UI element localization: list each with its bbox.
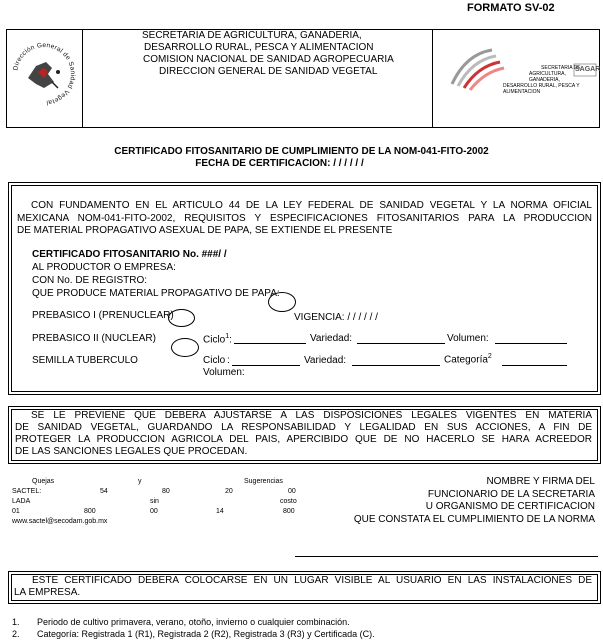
categoria-field[interactable] xyxy=(502,365,567,366)
signature-caption: NOMBRE Y FIRMA DEL FUNCIONARIO DE LA SECRETARIA U ORGANISMO DE CERTIFICACION QUE CONSTATA EL CUMPLIMIENTO DE LA NORMA xyxy=(353,476,595,525)
papa-checkbox[interactable] xyxy=(268,292,296,312)
warning-text: SE LE PREVIENE QUE DEBERA AJUSTARSE A LAS DISPOSICIONES LEGALES VIGENTES EN MATERIA DE SANIDAD VEGETAL, GUARDANDO LA RESPONSABILIDAD Y LEGALIDAD EN SUS ACCIONES, A FIN DE PROTEGER LA PRODUCCION AGRICOLA DEL PAIS, APERCIBIDO QUE DE NO HACERLO SE HARA ACREEDOR DE LAS SANCIONES LEGALES QUE PROCEDAN. xyxy=(15,410,592,457)
dgsv-logo xyxy=(8,38,80,110)
vigencia-label: VIGENCIA: / / / / / / xyxy=(294,312,378,323)
agency-line: DESARROLLO RURAL, PESCA Y ALIMENTACION xyxy=(144,42,374,53)
certificate-title: CERTIFICADO FITOSANITARIO DE CUMPLIMIENTO DE LA NOM-041-FITO-2002 FECHA DE CERTIFICACION: / / / / / / xyxy=(114,146,489,169)
ciclo-label: Ciclo xyxy=(203,334,226,346)
agency-line: DIRECCION GENERAL DE SANIDAD VEGETAL xyxy=(159,66,378,77)
volumen-label: Volumen: xyxy=(447,333,489,344)
footnote-1: 1. Periodo de cultivo primavera, verano, otoño, invierno o cualquier combinación. xyxy=(12,617,350,627)
variedad-field[interactable] xyxy=(357,343,445,344)
prebasico1-checkbox[interactable] xyxy=(168,309,195,327)
produce-label: QUE PRODUCE MATERIAL PROPAGATIVO DE PAPA: xyxy=(32,288,280,299)
ciclo-field[interactable] xyxy=(234,343,306,344)
intro-text: CON FUNDAMENTO EN EL ARTICULO 44 DE LA LEY FEDERAL DE SANIDAD VEGETAL Y LA NORMA OFICIAL MEXICANA NOM-041-FITO-2002, REQUISITOS Y ESPECIFICACIONES FITOSANITARIOS PARA LA PRODUCCION DE MATERIAL PROPAGATIVO ASEXUAL DE PAPA, SE EXTIENDE EL PRESENTE xyxy=(17,200,592,236)
ciclo-label-2: Ciclo xyxy=(203,355,226,366)
contact-info: Quejas y Sugerencias SACTEL: 54 80 20 00 LADA sin costo 01 800 00 14 800 www.sactel@secodam.gob.mx xyxy=(12,478,297,525)
cert-number: CERTIFICADO FITOSANITARIO No. ###/ / xyxy=(32,249,227,260)
semilla-label: SEMILLA TUBERCULO xyxy=(32,355,138,366)
footnotes xyxy=(12,616,375,640)
categoria-label: Categoría xyxy=(444,354,488,366)
prebasico2-label: PREBASICO II (NUCLEAR) xyxy=(32,333,156,344)
svg-text:Dirección General de Sanidad V: Dirección General de Sanidad Vegetal xyxy=(12,41,77,106)
sactel-email[interactable]: www.sactel@secodam.gob.mx xyxy=(12,518,108,525)
prebasico1-label: PREBASICO I (PRENUCLEAR) xyxy=(32,310,174,321)
sagar-logo: SECRETARIA DE AGRICULTURA, GANADERIA, DESARROLLO RURAL, PESCA Y ALIMENTACION SAGAR xyxy=(448,44,598,94)
volumen-field[interactable] xyxy=(495,343,567,344)
variedad-label-2: Variedad: xyxy=(304,355,347,366)
variedad-label: Variedad: xyxy=(310,333,353,344)
variedad-field-2[interactable] xyxy=(352,365,440,366)
registro-label: CON No. DE REGISTRO: xyxy=(32,275,148,286)
volumen-label-2: Volumen: xyxy=(203,367,245,378)
ciclo-field-2[interactable] xyxy=(232,365,300,366)
footnote-2: 2. Categoría: Registrada 1 (R1), Registrada 2 (R2), Registrada 3 (R3) y Certificada (C). xyxy=(12,629,375,639)
prebasico2-checkbox[interactable] xyxy=(171,338,199,357)
form-code: FORMATO SV-02 xyxy=(467,2,555,14)
notice-text: ESTE CERTIFICADO DEBERA COLOCARSE EN UN LUGAR VISIBLE AL USUARIO EN LAS INSTALACIONES DE LA EMPRESA. xyxy=(14,575,592,598)
productor-label: AL PRODUCTOR O EMPRESA: xyxy=(32,262,176,273)
signature-line[interactable] xyxy=(295,556,598,557)
agency-name xyxy=(110,30,400,78)
agency-line: SECRETARIA DE AGRICULTURA, GANADERIA, xyxy=(142,30,362,41)
agency-line: COMISION NACIONAL DE SANIDAD AGROPECUARIA xyxy=(143,54,394,65)
